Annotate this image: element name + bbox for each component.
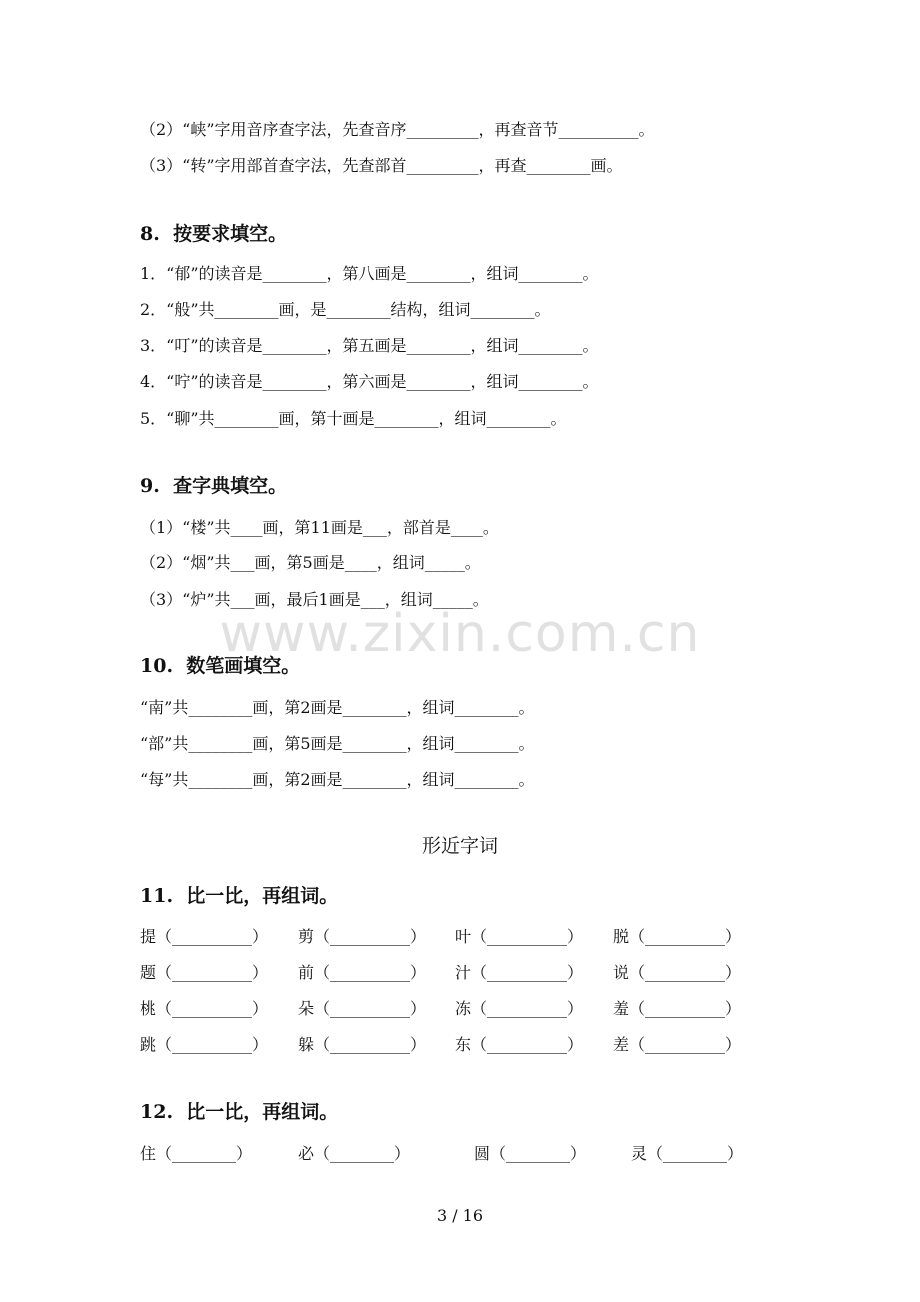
q11-item: 脱（__________） <box>613 927 742 946</box>
q11-item: 提（__________） <box>140 927 269 946</box>
q7-line-2: （2）“峡”字用音序查字法，先查音序_________，再查音节__________。 <box>140 120 655 139</box>
q11-item: 跳（__________） <box>140 1035 269 1054</box>
q12-item: 圆（________） <box>474 1144 587 1163</box>
q12-title: 12. 比一比，再组词。 <box>140 1101 339 1123</box>
q11-item: 差（__________） <box>613 1035 742 1054</box>
q11-item: 东（__________） <box>455 1035 584 1054</box>
q9-line-1: （1）“楼”共____画，第11画是___，部首是____。 <box>140 518 499 537</box>
q11-item: 躲（__________） <box>298 1035 427 1054</box>
q11-item: 冻（__________） <box>455 999 584 1018</box>
q10-line-1: “南”共________画，第2画是________，组词________。 <box>140 698 535 717</box>
q8-line-3: 3．“叮”的读音是________，第五画是________，组词________。 <box>140 336 599 355</box>
q12-item: 灵（________） <box>631 1144 744 1163</box>
page-number: 3 / 16 <box>436 1206 484 1225</box>
section-title: 形近字词 <box>421 835 498 857</box>
q11-item: 桃（__________） <box>140 999 269 1018</box>
q10-line-3: “每”共________画，第2画是________，组词________。 <box>140 770 535 789</box>
q12-item: 必（________） <box>298 1144 411 1163</box>
q10-line-2: “部”共________画，第5画是________，组词________。 <box>140 734 535 753</box>
q11-item: 前（__________） <box>298 963 427 982</box>
q9-title: 9. 查字典填空。 <box>140 475 288 497</box>
q11-item: 叶（__________） <box>455 927 584 946</box>
q9-line-3: （3）“炉”共___画，最后1画是___，组词_____。 <box>140 590 489 609</box>
q11-title: 11. 比一比，再组词。 <box>140 885 339 907</box>
q11-item: 剪（__________） <box>298 927 427 946</box>
q11-item: 汁（__________） <box>455 963 584 982</box>
q10-title: 10. 数笔画填空。 <box>140 655 301 677</box>
q8-line-4: 4．“咛”的读音是________，第六画是________，组词________。 <box>140 372 599 391</box>
q7-line-3: （3）“转”字用部首查字法，先查部首_________，再查________画。 <box>140 156 623 175</box>
q8-line-2: 2．“般”共________画，是________结构，组词________。 <box>140 300 551 319</box>
q8-title: 8. 按要求填空。 <box>140 223 288 245</box>
q11-item: 羞（__________） <box>613 999 742 1018</box>
q8-line-1: 1．“郁”的读音是________，第八画是________，组词________。 <box>140 264 599 283</box>
q12-item: 住（________） <box>140 1144 253 1163</box>
q11-item: 朵（__________） <box>298 999 427 1018</box>
watermark: www.zixin.com.cn <box>219 604 701 664</box>
q11-item: 题（__________） <box>140 963 269 982</box>
q11-item: 说（__________） <box>613 963 742 982</box>
q8-line-5: 5．“聊”共________画，第十画是________，组词________。 <box>140 409 567 428</box>
q9-line-2: （2）“烟”共___画，第5画是____，组词_____。 <box>140 553 481 572</box>
